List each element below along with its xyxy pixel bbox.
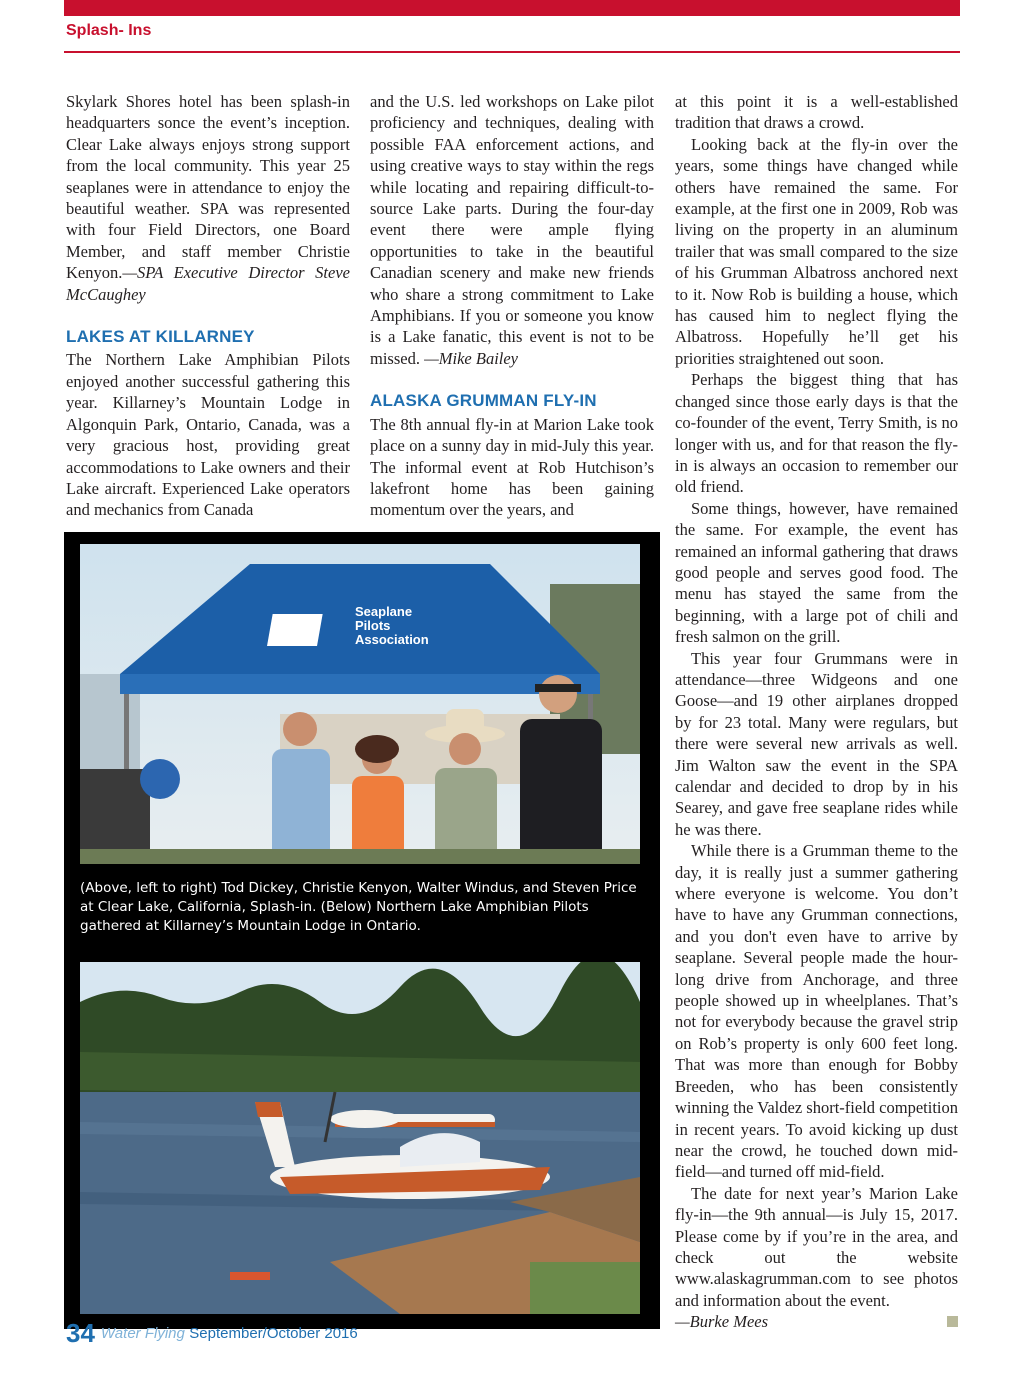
- header-rule: [64, 51, 960, 53]
- tent-sign-line1: Seaplane: [355, 604, 413, 619]
- paragraph: at this point it is a well-established tradition that draws a crowd.: [675, 92, 958, 133]
- splash-in-group-photo: [80, 544, 640, 864]
- paragraph: The 8th annual fly-in at Marion Lake took place on a sunny day in mid-July this year. The informal event at Rob Hutchison’s lakefront home has been gaining momentum over the years, and: [370, 414, 654, 520]
- column-2: [370, 91, 654, 521]
- byline: —SPA Executive Director Steve McCaughey: [66, 263, 350, 304]
- paragraph: [66, 91, 350, 305]
- photo-caption: (Above, left to right) Tod Dickey, Christie Kenyon, Walter Windus, and Steven Price at Clear Lake, California, Splash-in. (Below) Northern Lake Amphibian Pilots gathered at Killarney’s Mountain Lodge in Ontario.: [80, 880, 637, 934]
- lake-amphibian-photo: [80, 962, 640, 1314]
- column-1: [66, 91, 350, 521]
- paragraph: Looking back at the fly-in over the years, some things have changed while others have remained the same. For example, at the first one in 2009, Rob was living on the property in an aluminum trailer that was small compared to the size of his Grumman Albatross anchored next to it. Now Rob is building a house, which has caused him to neglect flying the Albatross. Hopefully he’ll get his priorities straightened out soon.: [675, 134, 958, 368]
- column-3: [675, 91, 958, 1333]
- tent-sign-line3: Association: [355, 632, 429, 647]
- magazine-title: Water Flying: [100, 1325, 185, 1342]
- top-color-bar: [64, 0, 960, 16]
- page-footer: [66, 1318, 358, 1349]
- tent-sign-line2: Pilots: [355, 618, 391, 633]
- amphibian-photo-illustration: [80, 962, 640, 1314]
- paragraph: [675, 1183, 958, 1333]
- paragraph-text: and the U.S. led workshops on Lake pilot proficiency and techniques, dealing with possible FAA enforcement actions, and using creative ways to stay within the regs while locating and repairing difficult-to-source Lake parts. During the four-day event there were ample flying opportunities to take in the beautiful Canadian scenery and make new friends who share a strong commitment to Lake Amphibians. If you or someone you know is a Lake fanatic, this event is not to be missed.: [370, 92, 654, 368]
- paragraph: Perhaps the biggest thing that has changed since those early days is that the co-founder of the event, Terry Smith, is no longer with us, and for that reason the fly-in is always an occasion to remember our old friend.: [675, 370, 958, 497]
- issue-date: September/October 2016: [189, 1325, 358, 1342]
- section-heading: ALASKA GRUMMAN FLY-IN: [370, 391, 597, 411]
- paragraph-text: Skylark Shores hotel has been splash-in headquarters sonce the event’s inception. Clear Lake always enjoys strong support from the local community. This year 25 seaplanes were in attendance to enjoy the beautiful weather. SPA was represented with four Field Directors, one Board Member, and staff member Christie Kenyon.: [66, 92, 350, 283]
- section-heading: LAKES AT KILLARNEY: [66, 327, 255, 347]
- paragraph: The Northern Lake Amphibian Pilots enjoyed another successful gathering this year. Killarney’s Mountain Lodge in Algonquin Park, Ontario, Canada, was a very gracious host, providing great accommodations to Lake owners and their Lake aircraft. Experienced Lake operators and mechanics from Canada: [66, 350, 350, 520]
- group-photo-illustration: [80, 544, 640, 864]
- paragraph: While there is a Grumman theme to the day, it is really just a summer gathering where everyone is welcome. You don’t have to have any Grumman connections, and you don't even have to arrive by seaplane. Several people made the hour-long drive from Anchorage, and three people showed up in wheelplanes. That’s not for everybody because the gravel strip on Rob’s property is only 600 feet long. That was more than enough for Bobby Breeden, who has been consistently winning the Valdez short-field competition in recent years. To avoid kicking up dust near the crowd, he touched down mid-field—and turned off mid-field.: [675, 841, 958, 1182]
- paragraph: This year four Grummans were in attendance—three Widgeons and one Goose—and 19 other airplanes dropped by for 23 total. Many were regulars, but there were several new arrivals as well. Jim Walton saw the event in the SPA calendar and decided to drop by in his Searey, and gave free seaplane rides while he was there.: [675, 648, 958, 839]
- byline: —Mike Bailey: [424, 348, 519, 368]
- photo-panel: [64, 532, 660, 1329]
- section-label: Splash- Ins: [66, 22, 152, 39]
- paragraph: Some things, however, have remained the same. For example, the event has remained an informal gathering that draws good people and serves good food. The menu has stayed the same from the beginning, with a large pot of chili and fresh salmon on the grill.: [675, 498, 958, 647]
- end-mark-icon: [947, 1316, 958, 1327]
- paragraph: [370, 91, 654, 369]
- paragraph-text: The date for next year’s Marion Lake fly-in—the 9th annual—is July 15, 2017. Please come by if you’re in the area, and check out the website www.alaskagrumman.com to see photos and information about the event.: [675, 1183, 958, 1310]
- page-number: 34: [66, 1318, 95, 1348]
- byline: —Burke Mees: [675, 1312, 769, 1332]
